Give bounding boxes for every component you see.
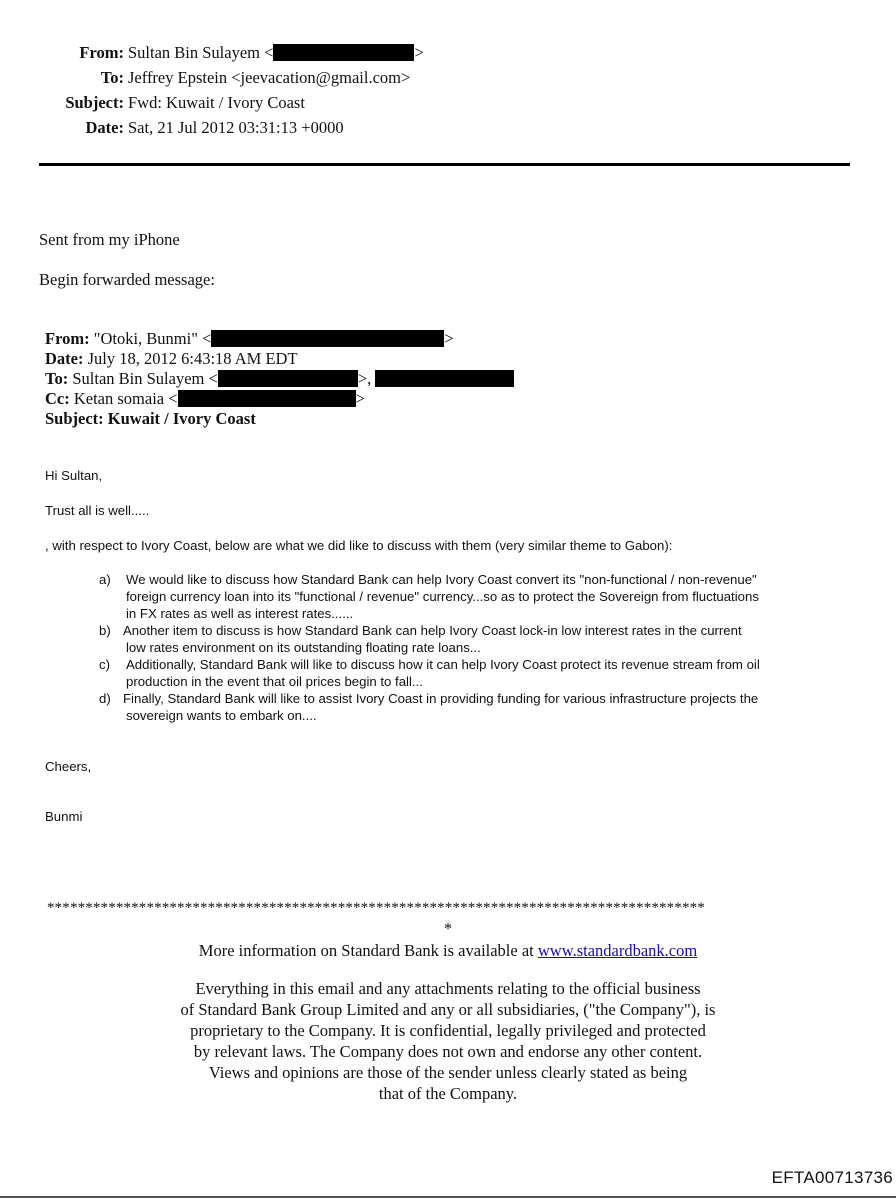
disclaimer-line: Views and opinions are those of the sender unless clearly stated as being — [208, 1063, 688, 1082]
fwd-to-close: >, — [357, 369, 372, 388]
fwd-subject-row — [45, 409, 256, 429]
redaction-bar — [273, 44, 414, 61]
body-line-1: Trust all is well..... — [45, 503, 150, 518]
fwd-cc-row — [45, 389, 365, 409]
signature: Bunmi — [45, 809, 83, 824]
list-marker: d) — [99, 691, 111, 706]
signoff: Cheers, — [45, 759, 92, 774]
disclaimer-line: that of the Company. — [378, 1084, 518, 1103]
fwd-date-label: Date: — [45, 349, 84, 368]
body-line-2: , with respect to Ivory Coast, below are what we did like to discuss with them (very similar theme to Gabon): — [45, 538, 673, 553]
fwd-from-close: > — [444, 329, 454, 348]
list-line: low rates environment on its outstanding floating rate loans... — [126, 640, 481, 655]
fwd-to-label: To: — [45, 369, 69, 388]
page-bottom-edge — [0, 1196, 896, 1198]
more-info-line — [0, 940, 896, 961]
disclaimer-line: proprietary to the Company. It is confidential, legally privileged and protected — [190, 1021, 706, 1040]
fwd-from-row — [45, 329, 454, 349]
fwd-date-value: July 18, 2012 6:43:18 AM EDT — [87, 349, 298, 368]
list-line: Another item to discuss is how Standard Bank can help Ivory Coast lock-in low interest rates in the current — [123, 623, 742, 638]
fwd-cc-value: Ketan somaia < — [73, 389, 178, 408]
list-line: in FX rates as well as interest rates...... — [126, 606, 354, 621]
header-date-value: Sat, 21 Jul 2012 03:31:13 +0000 — [128, 118, 344, 137]
header-to-value: Jeffrey Epstein <jeevacation@gmail.com> — [128, 68, 411, 87]
fwd-date-row — [45, 349, 298, 369]
header-from-value: Sultan Bin Sulayem < — [128, 43, 274, 62]
list-line: Finally, Standard Bank will like to assist Ivory Coast in providing funding for various infrastructure projects the — [123, 691, 759, 706]
fwd-from-value: "Otoki, Bunmi" < — [93, 329, 212, 348]
greeting: Hi Sultan, — [45, 468, 103, 483]
list-marker: b) — [99, 623, 111, 638]
header-from-close: > — [414, 43, 424, 62]
disclaimer-line: by relevant laws. The Company does not own and endorse any other content. — [193, 1042, 703, 1061]
header-date-label: Date: — [85, 118, 124, 137]
header-from-label: From: — [79, 43, 124, 62]
disclaimer-line: Everything in this email and any attachments relating to the official business — [195, 979, 701, 998]
header-to-label: To: — [100, 68, 124, 87]
list-marker: a) — [99, 572, 111, 587]
list-line: sovereign wants to embark on.... — [126, 708, 317, 723]
begin-forwarded-line: Begin forwarded message: — [39, 270, 215, 289]
fwd-subject-value: Kuwait / Ivory Coast — [107, 409, 256, 428]
redaction-bar — [211, 330, 444, 347]
list-line: Additionally, Standard Bank will like to discuss how it can help Ivory Coast protect its revenue stream from oil — [126, 657, 760, 672]
list-line: foreign currency loan into its "functional / revenue" currency...so as to protect the Sovereign from fluctuations — [126, 589, 759, 604]
fwd-to-row — [45, 369, 514, 389]
list-line: We would like to discuss how Standard Bank can help Ivory Coast convert its "non-functional / non-revenue" — [126, 572, 757, 587]
separator-stars: ************************************************************************************** — [47, 900, 705, 916]
header-divider — [39, 163, 850, 166]
header-subject-label: Subject: — [65, 93, 124, 112]
separator-star-single: * — [443, 919, 453, 938]
redaction-bar — [218, 370, 358, 387]
fwd-to-value: Sultan Bin Sulayem < — [72, 369, 218, 388]
more-info-text: More information on Standard Bank is available at — [198, 941, 538, 960]
list-marker: c) — [99, 657, 110, 672]
fwd-cc-close: > — [355, 389, 365, 408]
fwd-from-label: From: — [45, 329, 90, 348]
fwd-cc-label: Cc: — [45, 389, 70, 408]
header-subject-value: Fwd: Kuwait / Ivory Coast — [128, 93, 305, 112]
document-id: EFTA00713736 — [771, 1168, 893, 1187]
fwd-subject-label: Subject: — [45, 409, 104, 428]
redaction-bar — [178, 390, 356, 407]
redaction-bar — [375, 370, 514, 387]
standardbank-link[interactable]: www.standardbank.com — [537, 941, 698, 960]
sent-from-line: Sent from my iPhone — [39, 230, 180, 249]
disclaimer-line: of Standard Bank Group Limited and any or all subsidiaries, ("the Company"), is — [180, 1000, 716, 1019]
list-line: production in the event that oil prices begin to fall... — [126, 674, 423, 689]
